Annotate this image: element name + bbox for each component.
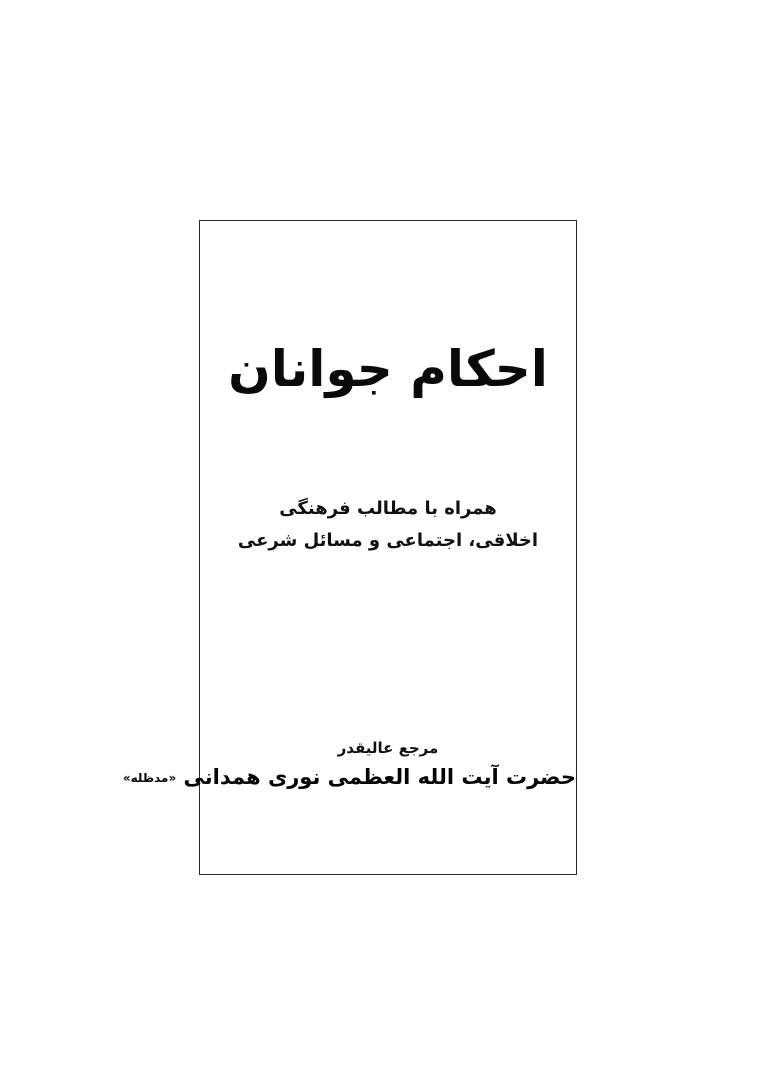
subtitle-line-1: همراه با مطالب فرهنگی (279, 498, 497, 519)
author-block (122, 736, 576, 796)
title-block (200, 341, 576, 399)
author-role: مرجع عالیقدر (337, 739, 439, 757)
book-cover-content (122, 221, 576, 874)
author-honorific: «مدظله» (122, 771, 177, 785)
author-name (122, 760, 576, 796)
book-cover-frame (122, 220, 577, 875)
subtitle-line-2: اخلاقی، اجتماعی و مسائل شرعی (237, 529, 539, 551)
subtitle-block (200, 493, 576, 556)
author-name-text: حضرت آیت الله العظمی نوری همدانی (183, 765, 576, 789)
book-title: احکام جوانان (228, 340, 548, 398)
